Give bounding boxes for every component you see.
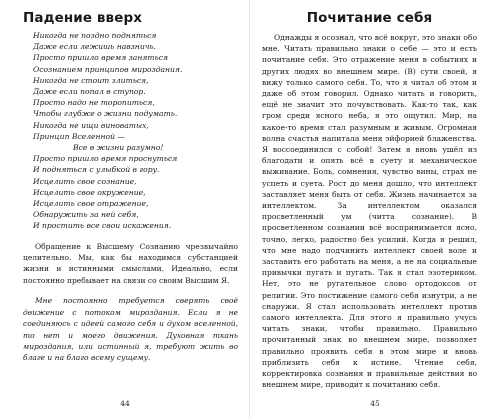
page-number-left: 44 xyxy=(120,399,130,408)
poem-line: Обнаружить за ней себя, xyxy=(33,210,139,220)
poem-line: Исцелить свое сознание, xyxy=(33,176,137,186)
poem xyxy=(33,30,238,232)
poem-line: Даже если попал в ступор. xyxy=(33,87,146,97)
body-paragraph: Обращение к Высшему Сознанию чрезвычайно целительно. Мы, как бы находимся субстанцией жизни и истинными смыслами. Идеально, если постоянно пребывает на связи со своим Высшим Я. xyxy=(23,241,238,285)
body-paragraph: Однажды я осознал, что всё вокруг, это знаки обо мне. Читать правильно знаки о себе — это и есть почитание себя. Это отражение меня в событиях и других людях во внешнем мире. (В) сути своей, я вижу только самого себя. То, что я читал об этом и даже об этом говорил. Однако читать и говорить, ещё не значит это почувствовать. Как-то так, как гром среди ясного неба, я это ощутил. Мир, на какое-то время стал разумным и живым. Огромная волна счастья напитала меня эйфорией блаженства. Я воссоединился с собой! Затем я вновь ушёл из благодати и опять всё в суету и механическое выживание. Боль, сомнения, чувство вины, страх не успеть и суета. Рост до меня дошло, что интеллект заставляет меня быть от себя. Жизнь начинается за интеллектом. За интеллектом оказался просветленный ум (читта сознание). В просветленном сознании всё воспринимается ясно, точно, легко, радостно без усилий. Когда я решил, что мне надо подчинить интеллект своей воле и заставить его работать на меня, а не на социальные привычки пугать и пугать. Так я стал эзотериком. Нет, это не ругательное слово ортодоксов от религии. Это постижение самого себя изнутри, а не снаружи. Я стал использовать интеллект против самого интеллекта. Для этого я правильно учусь читать знаки, чтобы правильно. Правильно прочитанный знак во внешнем мире, позволяет правильно проявить себя в этом мире и вновь приблизить себя к истине. Чтение себя, корректировка сознания и правильные действия во внешнем мире, приводит к почитанию себя. xyxy=(262,33,477,390)
poem-line: Все в жизни разумно! xyxy=(73,143,164,153)
right-page xyxy=(250,0,500,418)
poem-line: Просто пришло время заняться xyxy=(33,53,168,63)
page-number-right: 45 xyxy=(370,399,380,408)
poem-line: И простить все свои искажения. xyxy=(33,221,172,231)
poem-line: Просто надо не торопиться, xyxy=(33,98,155,108)
poem-line: Никогда не ищи виноватых, xyxy=(33,120,149,130)
poem-line: Чтобы глубже о жизни подумать. xyxy=(33,109,178,119)
poem-line: Принцип Вселенной — xyxy=(33,131,126,141)
poem-line: Никогда не поздно подняться xyxy=(33,31,157,40)
poem-line: И подняться с улыбкой в гору. xyxy=(33,165,160,175)
right-page-title: Почитание себя xyxy=(306,10,433,26)
poem-line: Осознанием принципов мироздания. xyxy=(33,64,183,74)
poem-line: Исцелить свое окружение, xyxy=(33,187,146,197)
poem-line: Исцелить свое отражение, xyxy=(33,199,149,209)
italic-paragraph: Мне постоянно требуется сверять своё движение с потоком мироздания. Если я не соединяюсь с идеей самого себя и духом вселенной, то нет и моего движения. Духовная ткань мироздания, или истинный я, требуют жить во благе и на благо всему сущему. xyxy=(23,296,238,363)
poem-line: Никогда не стоит злиться, xyxy=(33,75,149,85)
poem-line: Даже если лежишь навзничь. xyxy=(33,42,156,52)
left-page-title: Падение вверх xyxy=(23,10,143,26)
poem-line: Просто пришло время проснуться xyxy=(33,154,178,164)
